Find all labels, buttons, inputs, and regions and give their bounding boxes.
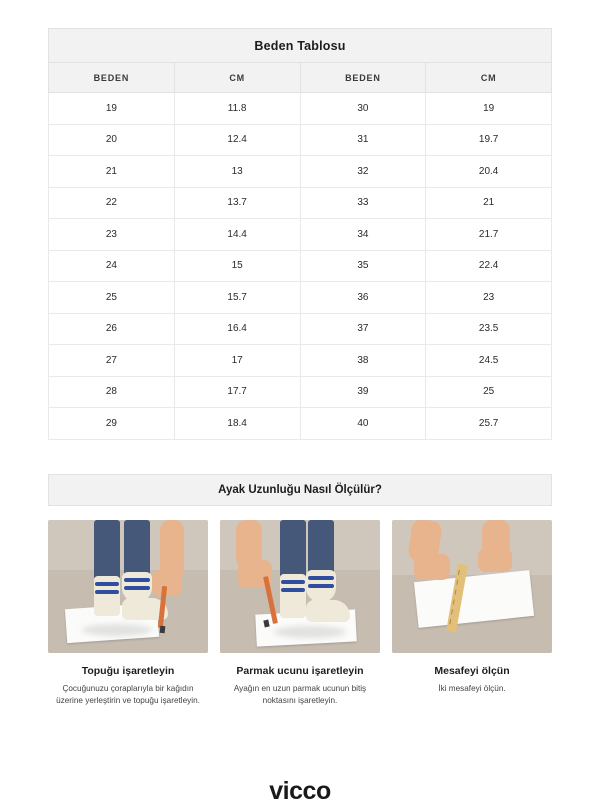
table-row <box>49 187 552 219</box>
cell-cm-2: 23 <box>426 282 552 314</box>
table-row <box>49 250 552 282</box>
cell-beden-1: 25 <box>49 282 175 314</box>
howto-step-1 <box>48 520 208 708</box>
column-header-beden-2: BEDEN <box>300 63 426 93</box>
cell-cm-2: 24.5 <box>426 345 552 377</box>
column-header-cm-1: CM <box>174 63 300 93</box>
cell-beden-2: 31 <box>300 124 426 156</box>
cell-beden-2: 33 <box>300 187 426 219</box>
step-2-photo <box>220 520 380 653</box>
size-table-header-row <box>49 63 552 93</box>
cell-beden-2: 32 <box>300 156 426 188</box>
cell-cm-1: 11.8 <box>174 93 300 125</box>
footer <box>0 777 600 800</box>
table-row <box>49 376 552 408</box>
cell-beden-1: 19 <box>49 93 175 125</box>
cell-beden-1: 20 <box>49 124 175 156</box>
cell-cm-2: 19.7 <box>426 124 552 156</box>
step-1-description: Çocuğunuzu çoraplarıyla bir kağıdın üzerine yerleştirin ve topuğu işaretleyin. <box>56 683 200 706</box>
cell-cm-2: 22.4 <box>426 250 552 282</box>
step-1-photo <box>48 520 208 653</box>
cell-cm-2: 25 <box>426 376 552 408</box>
column-header-cm-2: CM <box>426 63 552 93</box>
cell-beden-1: 27 <box>49 345 175 377</box>
cell-cm-2: 20.4 <box>426 156 552 188</box>
size-guide-page <box>0 28 600 800</box>
cell-beden-1: 21 <box>49 156 175 188</box>
table-row <box>49 408 552 440</box>
table-row <box>49 156 552 188</box>
cell-beden-2: 34 <box>300 219 426 251</box>
cell-cm-1: 17 <box>174 345 300 377</box>
howto-step-3 <box>392 520 552 708</box>
howto-title: Ayak Uzunluğu Nasıl Ölçülür? <box>218 483 382 496</box>
step-2-description: Ayağın en uzun parmak ucunun bitiş noktasını işaretleyin. <box>233 683 367 706</box>
cell-beden-2: 36 <box>300 282 426 314</box>
cell-beden-2: 40 <box>300 408 426 440</box>
step-3-heading: Mesafeyi ölçün <box>434 664 510 677</box>
cell-cm-1: 18.4 <box>174 408 300 440</box>
table-row <box>49 345 552 377</box>
cell-cm-1: 13.7 <box>174 187 300 219</box>
size-table-body <box>49 93 552 440</box>
cell-cm-2: 19 <box>426 93 552 125</box>
cell-beden-1: 29 <box>49 408 175 440</box>
step-2-heading: Parmak ucunu işaretleyin <box>236 664 364 677</box>
cell-cm-1: 15.7 <box>174 282 300 314</box>
cell-cm-2: 25.7 <box>426 408 552 440</box>
cell-beden-2: 35 <box>300 250 426 282</box>
cell-beden-2: 37 <box>300 313 426 345</box>
size-table-title-bar <box>48 28 552 62</box>
cell-cm-1: 14.4 <box>174 219 300 251</box>
brand-logo: vicco <box>269 777 331 800</box>
size-table <box>48 62 552 440</box>
cell-beden-1: 24 <box>49 250 175 282</box>
table-row <box>49 282 552 314</box>
step-1-heading: Topuğu işaretleyin <box>81 664 175 677</box>
cell-beden-2: 38 <box>300 345 426 377</box>
cell-cm-2: 21.7 <box>426 219 552 251</box>
cell-beden-2: 30 <box>300 93 426 125</box>
cell-cm-1: 16.4 <box>174 313 300 345</box>
cell-beden-1: 22 <box>49 187 175 219</box>
cell-cm-1: 13 <box>174 156 300 188</box>
step-3-photo <box>392 520 552 653</box>
column-header-beden-1: BEDEN <box>49 63 175 93</box>
cell-cm-1: 12.4 <box>174 124 300 156</box>
cell-beden-2: 39 <box>300 376 426 408</box>
page-title: Beden Tablosu <box>254 38 346 53</box>
step-3-description: İki mesafeyi ölçün. <box>438 683 506 693</box>
table-row <box>49 219 552 251</box>
cell-beden-1: 28 <box>49 376 175 408</box>
cell-cm-1: 17.7 <box>174 376 300 408</box>
howto-title-bar <box>48 474 552 506</box>
cell-cm-2: 23.5 <box>426 313 552 345</box>
cell-cm-2: 21 <box>426 187 552 219</box>
table-row <box>49 124 552 156</box>
table-row <box>49 93 552 125</box>
table-row <box>49 313 552 345</box>
cell-cm-1: 15 <box>174 250 300 282</box>
cell-beden-1: 23 <box>49 219 175 251</box>
howto-steps <box>48 520 552 708</box>
cell-beden-1: 26 <box>49 313 175 345</box>
howto-step-2 <box>220 520 380 708</box>
